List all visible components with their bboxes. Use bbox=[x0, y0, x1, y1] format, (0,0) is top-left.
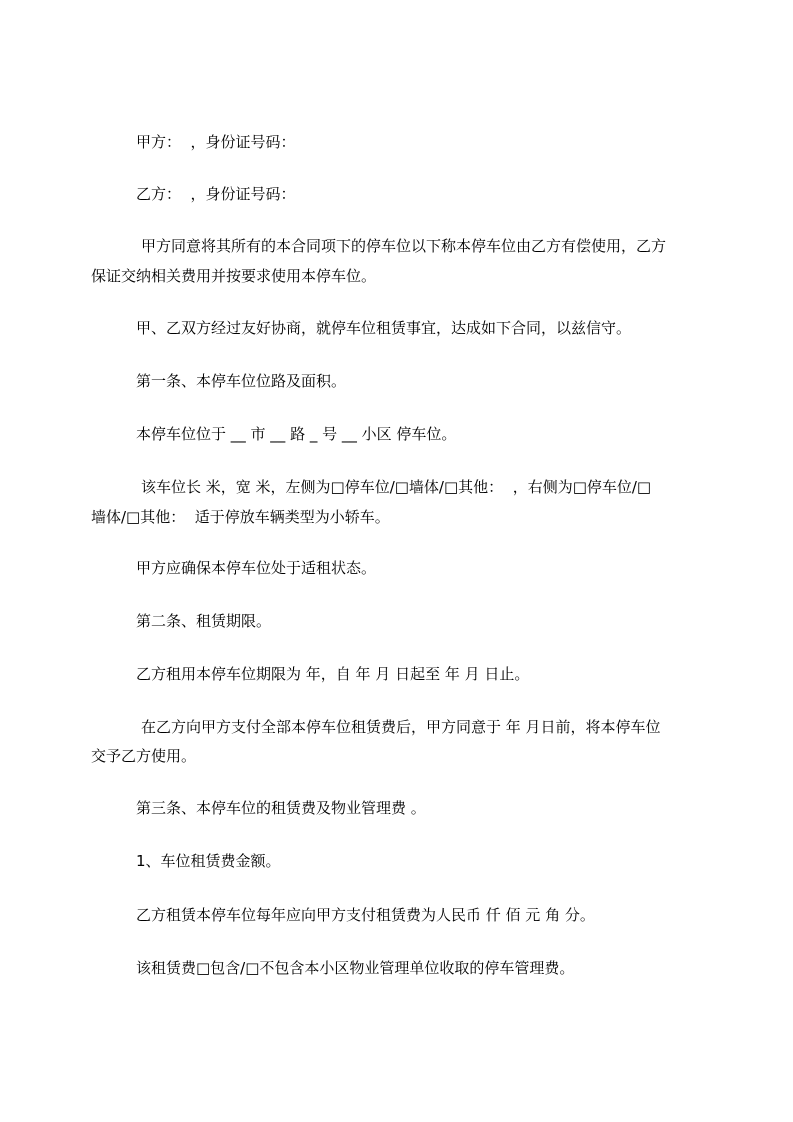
rent-amount-subheading: 1、车位租赁费金额。 bbox=[136, 852, 281, 870]
party-b-line: 乙方： ，身份证号码： bbox=[136, 185, 296, 203]
agreement-paragraph-line-2: 保证交纳相关费用并按要求使用本停车位。 bbox=[91, 267, 377, 285]
lease-term-line: 乙方租用本停车位期限为 年，自 年 月 日起至 年 月 日止。 bbox=[136, 665, 530, 683]
handover-line-2: 交予乙方使用。 bbox=[91, 747, 197, 765]
parking-location-line: 本停车位位于 __ 市 __ 路 _ 号 __ 小区 停车位。 bbox=[136, 425, 457, 443]
management-fee-line: 该租赁费□包含/□不包含本小区物业管理单位收取的停车管理费。 bbox=[136, 959, 575, 977]
article-2-heading: 第二条、租赁期限。 bbox=[136, 612, 272, 630]
parking-size-line-1: 该车位长 米，宽 米，左侧为□停车位/□墙体/□其他： ，右侧为□停车位/□ bbox=[141, 478, 652, 496]
handover-line-1: 在乙方向甲方支付全部本停车位租赁费后，甲方同意于 年 月日前，将本停车位 bbox=[141, 718, 661, 736]
annual-rent-line: 乙方租赁本停车位每年应向甲方支付租赁费为人民币 仟 佰 元 角 分。 bbox=[136, 906, 595, 924]
agreement-paragraph-line-1: 甲方同意将其所有的本合同项下的停车位以下称本停车位由乙方有偿使用，乙方 bbox=[141, 237, 667, 255]
parking-size-line-2: 墙体/□其他： 适于停放车辆类型为小轿车。 bbox=[91, 508, 390, 526]
article-3-heading: 第三条、本停车位的租赁费及物业管理费 。 bbox=[136, 799, 426, 817]
consensus-paragraph: 甲、乙双方经过友好协商，就停车位租赁事宜，达成如下合同，以兹信守。 bbox=[136, 319, 632, 337]
article-1-heading: 第一条、本停车位位路及面积。 bbox=[136, 372, 347, 390]
rentable-condition-line: 甲方应确保本停车位处于适租状态。 bbox=[136, 559, 377, 577]
party-a-line: 甲方： ，身份证号码： bbox=[136, 133, 296, 151]
